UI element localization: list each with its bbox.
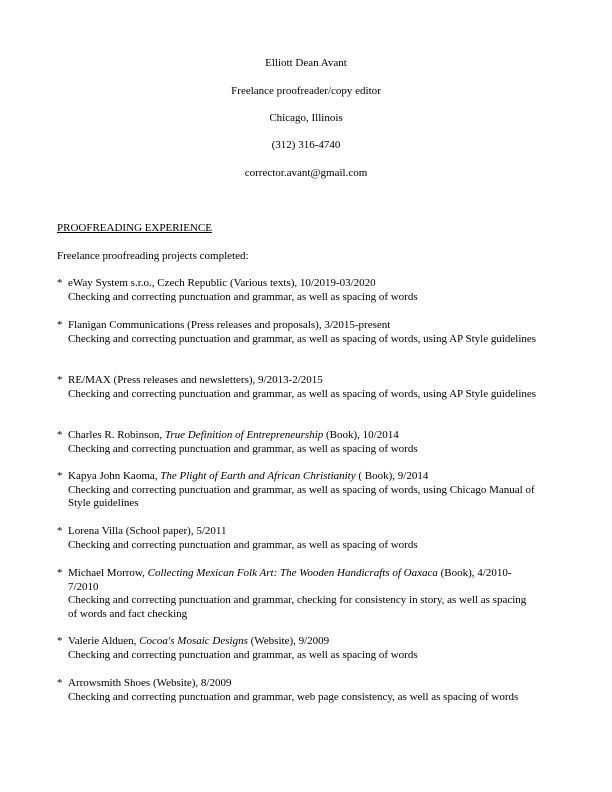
- experience-entry: [57, 319, 537, 346]
- bullet-marker: *: [57, 567, 63, 579]
- bullet-marker: *: [57, 470, 63, 482]
- entry-meta: (Book), 4/2010-7/2010: [68, 567, 512, 593]
- entry-description: Checking and correcting punctuation and grammar, as well as spacing of words: [68, 442, 418, 455]
- entry-description: Checking and correcting punctuation and grammar, web page consistency, as well as spacing of words: [68, 690, 519, 703]
- entry-work-title: True Definition of Entrepreneurship: [164, 429, 324, 441]
- entry-client: Kapya John Kaoma,: [68, 470, 161, 482]
- entry-client: RE/MAX (Press releases and newsletters), 9/2013-2/2015: [68, 374, 323, 386]
- entry-client: eWay System s.r.o., Czech Republic (Various texts), 10/2019-03/2020: [68, 277, 376, 289]
- applicant-phone: (312) 316-4740: [271, 139, 341, 151]
- entry-meta: (Website), 9/2009: [247, 635, 330, 647]
- entry-work-title: Collecting Mexican Folk Art: The Wooden Handicrafts of Oaxaca: [147, 567, 438, 579]
- entry-description: Checking and correcting punctuation and grammar, as well as spacing of words, using Chicago Manual of Style guidelines: [68, 483, 535, 509]
- bullet-marker: *: [57, 374, 63, 386]
- bullet-marker: *: [57, 635, 63, 647]
- entry-client: Arrowsmith Shoes (Website), 8/2009: [68, 677, 232, 689]
- bullet-marker: *: [57, 677, 63, 689]
- entry-client: Flanigan Communications (Press releases and proposals), 3/2015-present: [68, 319, 391, 331]
- applicant-name: Elliott Dean Avant: [265, 57, 347, 69]
- entry-meta: ( Book), 9/2014: [355, 470, 429, 482]
- applicant-location: Chicago, Illinois: [269, 112, 343, 124]
- entry-work-title: Cocoa's Mosaic Designs: [139, 635, 248, 647]
- applicant-title: Freelance proofreader/copy editor: [231, 85, 381, 97]
- experience-entry: [57, 525, 537, 552]
- bullet-marker: *: [57, 319, 63, 331]
- entry-description: Checking and correcting punctuation and grammar, as well as spacing of words: [68, 290, 418, 303]
- entry-client: Lorena Villa (School paper), 5/2011: [68, 525, 227, 537]
- entry-description: Checking and correcting punctuation and grammar, as well as spacing of words, using AP Style guidelines: [68, 332, 537, 345]
- entry-client: Michael Morrow,: [68, 567, 148, 579]
- entry-meta: (Book), 10/2014: [323, 429, 399, 441]
- entry-description: Checking and correcting punctuation and grammar, as well as spacing of words, using AP Style guidelines: [68, 387, 537, 400]
- experience-entry: [57, 374, 537, 401]
- entry-description: Checking and correcting punctuation and grammar, checking for consistency in story, as well as spacing of words and fact checking: [68, 594, 527, 620]
- experience-entry: [57, 277, 537, 304]
- section-title: PROOFREADING EXPERIENCE: [57, 222, 212, 234]
- entry-work-title: The Plight of Earth and African Christianity: [160, 470, 356, 482]
- experience-entry: [57, 470, 537, 511]
- bullet-marker: *: [57, 525, 63, 537]
- entry-description: Checking and correcting punctuation and grammar, as well as spacing of words: [68, 648, 418, 661]
- experience-entry: [57, 635, 537, 662]
- entry-client: Charles R. Robinson,: [68, 429, 165, 441]
- entry-description: Checking and correcting punctuation and grammar, as well as spacing of words: [68, 538, 418, 551]
- entry-client: Valerie Alduen,: [68, 635, 140, 647]
- experience-entry: [57, 429, 537, 456]
- section-intro: Freelance proofreading projects completed:: [57, 250, 249, 262]
- applicant-email: corrector.avant@gmail.com: [244, 167, 368, 179]
- bullet-marker: *: [57, 277, 63, 289]
- experience-entry: [57, 567, 537, 621]
- experience-entry: [57, 677, 537, 704]
- bullet-marker: *: [57, 429, 63, 441]
